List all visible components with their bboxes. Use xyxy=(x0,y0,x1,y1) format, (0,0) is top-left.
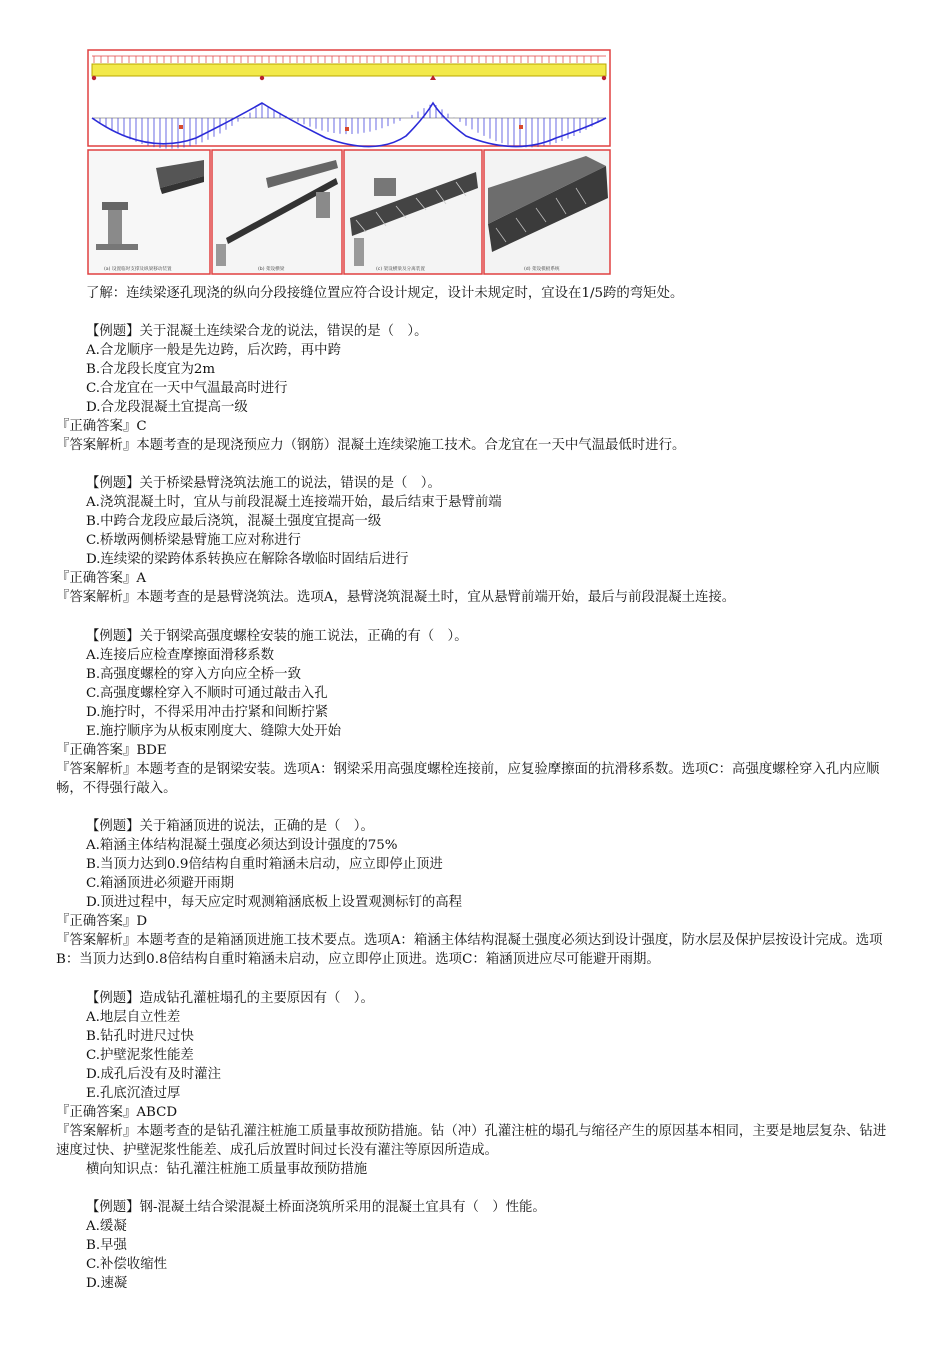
q5-option-b: B.钻孔时进尺过快 xyxy=(86,1029,194,1044)
q3-option-e: E.施拧顺序为从板束刚度大、缝隙大处开始 xyxy=(86,724,342,739)
q2-option-d: D.连续梁的梁跨体系转换应在解除各墩临时固结后进行 xyxy=(86,552,409,567)
q2-option-b: B.中跨合龙段应最后浇筑，混凝土强度宜提高一级 xyxy=(86,514,382,529)
q6-option-b: B.早强 xyxy=(86,1238,127,1253)
q6-option-d: D.速凝 xyxy=(86,1276,128,1291)
q4-stem: 【例题】关于箱涵顶进的说法，正确的是（ ）。 xyxy=(86,819,374,834)
q3-stem: 【例题】关于钢梁高强度螺栓安装的施工说法，正确的有（ ）。 xyxy=(86,629,468,644)
q5-analysis: 『答案解析』本题考查的是钻孔灌注桩施工质量事故预防措施。钻（冲）孔灌注桩的塌孔与缩径产生的原因基本相同，主要是地层复杂、钻进速度过快、护壁泥浆性能差、成孔后放置时间过长没有灌注等原因所造成。 xyxy=(56,1124,887,1158)
q1-answer: 『正确答案』C xyxy=(56,419,147,434)
q1-option-a: A.合龙顺序一般是先边跨，后次跨，再中跨 xyxy=(86,343,341,358)
beam-bar xyxy=(92,64,606,76)
q1-analysis: 『答案解析』本题考查的是现浇预应力（钢筋）混凝土连续梁施工技术。合龙宜在一天中气温最低时进行。 xyxy=(56,438,686,453)
q5-option-d: D.成孔后没有及时灌注 xyxy=(86,1067,222,1082)
q3-answer: 『正确答案』BDE xyxy=(56,743,167,758)
q5-option-a: A.地层自立性差 xyxy=(86,1010,181,1025)
q3-option-a: A.连接后应检查摩擦面滑移系数 xyxy=(86,648,275,663)
q2-stem: 【例题】关于桥梁悬臂浇筑法施工的说法，错误的是（ ）。 xyxy=(86,476,441,491)
q3-option-c: C.高强度螺栓穿入不顺时可通过敲击入孔 xyxy=(86,686,328,701)
q4-analysis: 『答案解析』本题考查的是箱涵顶进施工技术要点。选项A：箱涵主体结构混凝土强度必须达到设计强度，防水层及保护层按设计完成。选项B：当顶力达到0.8倍结构自重时箱涵未启动，应立即停止顶进。选项C：箱涵顶进应尽可能避开雨期。 xyxy=(56,933,883,967)
q1-stem: 【例题】关于混凝土连续梁合龙的说法，错误的是（ ）。 xyxy=(86,324,428,339)
q5-stem: 【例题】造成钻孔灌桩塌孔的主要原因有（ ）。 xyxy=(86,991,374,1006)
q3-option-d: D.施拧时，不得采用冲击拧紧和间断拧紧 xyxy=(86,705,329,720)
q2-answer: 『正确答案』A xyxy=(56,571,147,586)
q6-option-a: A.缓凝 xyxy=(86,1219,127,1234)
construction-figure xyxy=(86,48,612,276)
q6-stem: 【例题】钢-混凝土结合梁混凝土桥面浇筑所采用的混凝土宜具有（ ）性能。 xyxy=(86,1200,546,1215)
q4-answer: 『正确答案』D xyxy=(56,914,148,929)
q4-option-a: A.箱涵主体结构混凝土强度必须达到设计强度的75% xyxy=(86,838,398,853)
q3-analysis: 『答案解析』本题考查的是钢梁安装。选项A：钢梁采用高强度螺栓连接前，应复验摩擦面的抗滑移系数。选项C：高强度螺栓穿入孔内应顺畅，不得强行敲入。 xyxy=(56,762,880,796)
caption-b: (b) 架设横梁 xyxy=(258,267,285,272)
q6-option-c: C.补偿收缩性 xyxy=(86,1257,167,1272)
q5-option-e: E.孔底沉渣过厚 xyxy=(86,1086,181,1101)
q3-option-b: B.高强度螺栓的穿入方向应全桥一致 xyxy=(86,667,301,682)
caption-a: (a) 设置临时支撑及纵梁移动装置 xyxy=(104,267,172,272)
q1-option-b: B.合龙段长度宜为2m xyxy=(86,362,216,377)
q4-option-b: B.当顶力达到0.9倍结构自重时箱涵未启动，应立即停止顶进 xyxy=(86,857,443,872)
q5-answer: 『正确答案』ABCD xyxy=(56,1105,178,1120)
intro-note: 了解：连续梁逐孔现浇的纵向分段接缝位置应符合设计规定，设计未规定时，宜设在1/5跨的弯矩处。 xyxy=(86,286,684,301)
q4-option-d: D.顶进过程中，每天应定时观测箱涵底板上设置观测标钉的高程 xyxy=(86,895,463,910)
q5-note: 横向知识点：钻孔灌注桩施工质量事故预防措施 xyxy=(86,1162,368,1177)
q1-option-d: D.合龙段混凝土宜提高一级 xyxy=(86,400,248,415)
caption-c: (c) 架设横梁及分离装置 xyxy=(376,267,425,272)
caption-d: (d) 架设模板系统 xyxy=(524,267,560,272)
q4-option-c: C.箱涵顶进必须避开雨期 xyxy=(86,876,234,891)
q2-analysis: 『答案解析』本题考查的是悬臂浇筑法。选项A，悬臂浇筑混凝土时，宜从悬臂前端开始，最后与前段混凝土连接。 xyxy=(56,590,736,605)
q5-option-c: C.护壁泥浆性能差 xyxy=(86,1048,194,1063)
q2-option-c: C.桥墩两侧桥梁悬臂施工应对称进行 xyxy=(86,533,301,548)
step-panels xyxy=(88,150,610,274)
q1-option-c: C.合龙宜在一天中气温最高时进行 xyxy=(86,381,288,396)
q2-option-a: A.浇筑混凝土时，宜从与前段混凝土连接端开始，最后结束于悬臂前端 xyxy=(86,495,502,510)
